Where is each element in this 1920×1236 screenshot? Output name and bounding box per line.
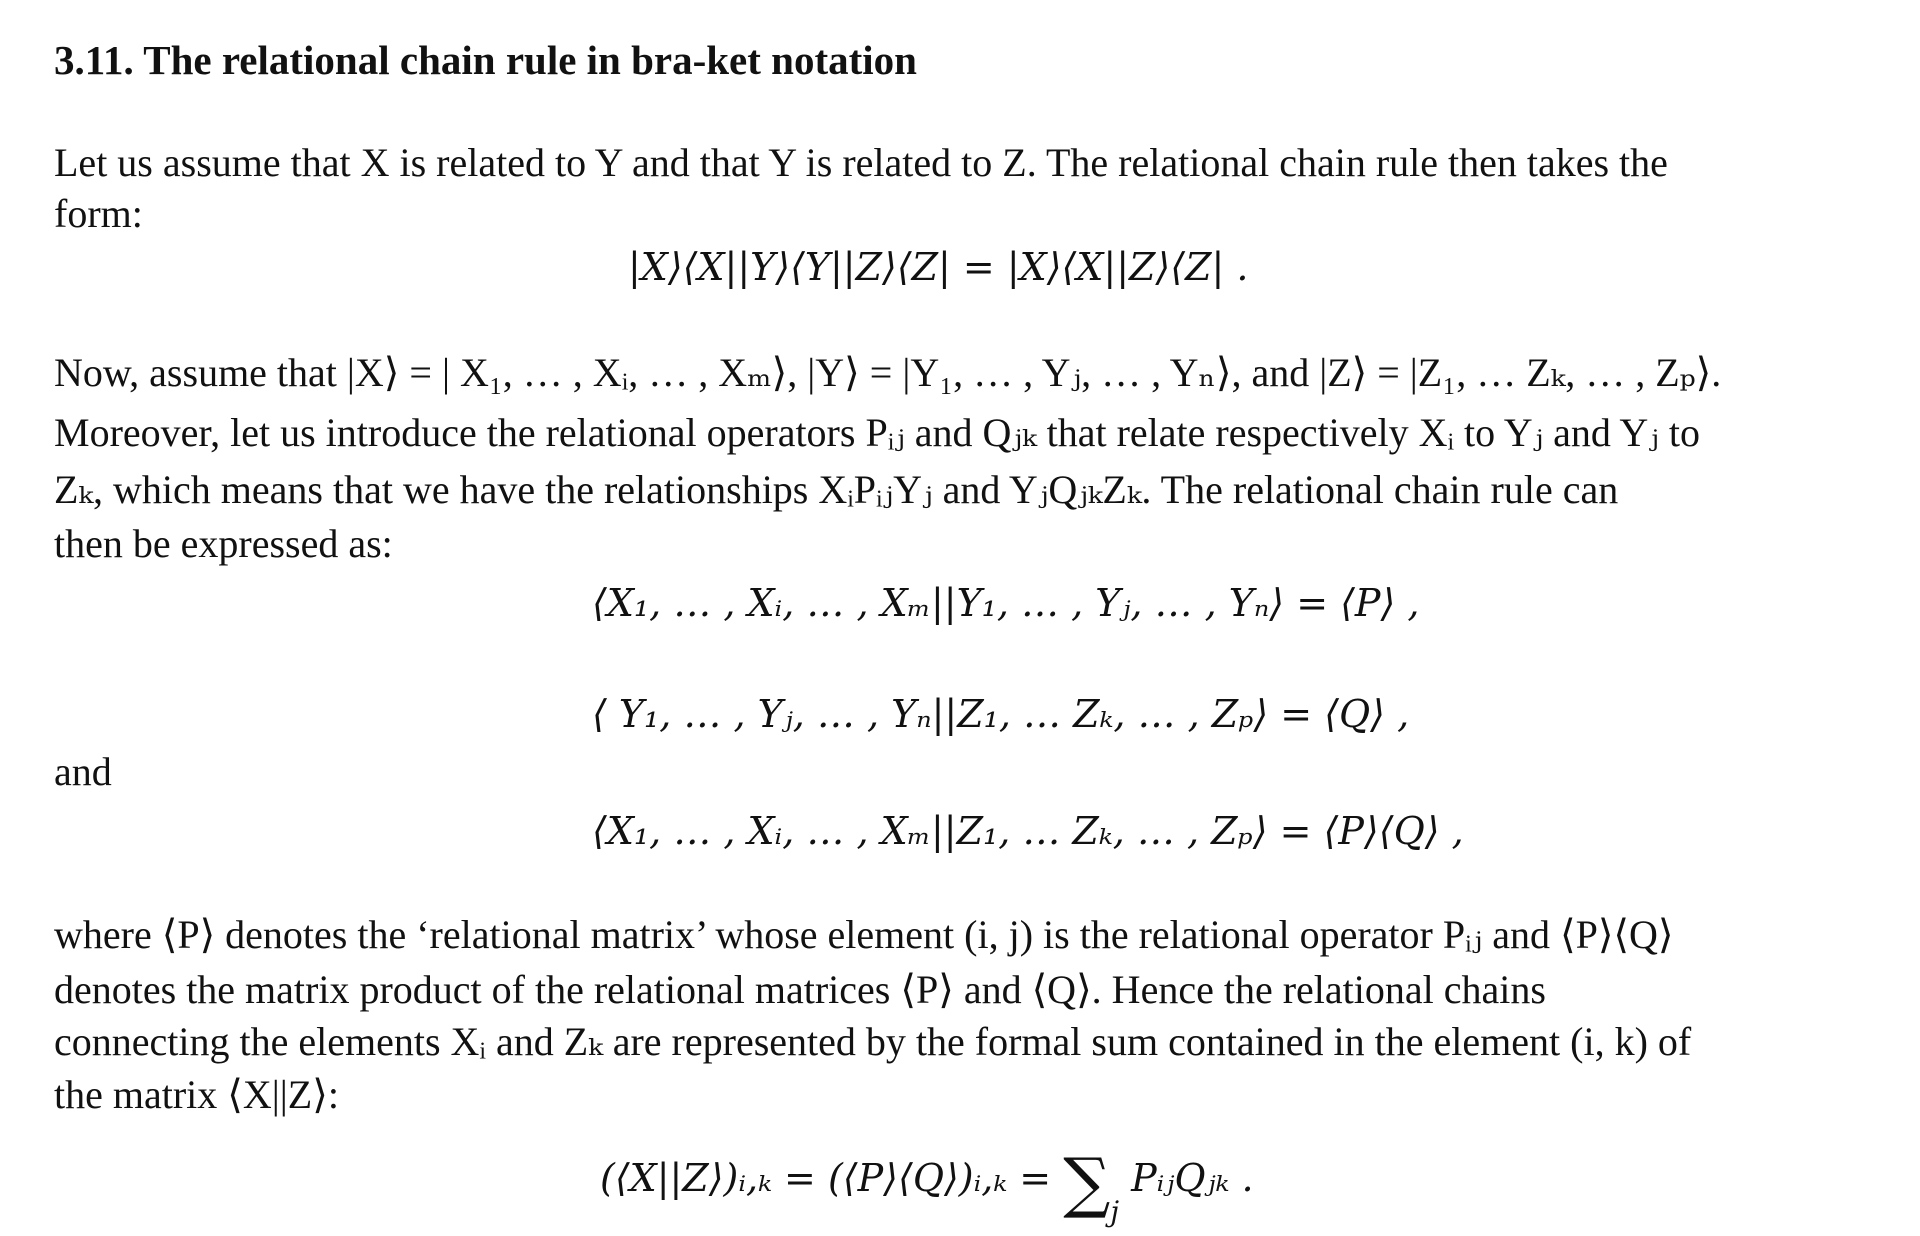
summation-index: j: [1110, 1195, 1120, 1228]
paragraph3-line3: connecting the elements Xᵢ and Zₖ are represented by the formal sum contained in the element (i, k) of: [54, 1019, 1692, 1064]
paragraph3-line2: denotes the matrix product of the relational matrices ⟨P⟩ and ⟨Q⟩. Hence the relational chains: [54, 967, 1546, 1012]
paragraph2-line1: Now, assume that |X⟩ = | X₁, … , Xᵢ, … , Xₘ⟩, |Y⟩ = |Y₁, … , Yⱼ, … , Yₙ⟩, and |Z⟩ = |Z₁, … Zₖ, … , Zₚ⟩.: [54, 350, 1722, 395]
equation-chain-rule: |X⟩⟨X||Y⟩⟨Y||Z⟩⟨Z| = |X⟩⟨X||Z⟩⟨Z| .: [628, 245, 1249, 289]
paragraph1-line1: Let us assume that X is related to Y and that Y is related to Z. The relational chain rule then takes the: [54, 140, 1668, 185]
section-heading: 3.11. The relational chain rule in bra-ket notation: [54, 37, 917, 83]
paragraph2-line3: Zₖ, which means that we have the relationships XᵢPᵢⱼYⱼ and YⱼQⱼₖZₖ. The relational chain rule can: [54, 467, 1619, 512]
equation-matrix-product: ⟨X₁, … , Xᵢ, … , Xₘ||Z₁, … Zₖ, … , Zₚ⟩ = ⟨P⟩⟨Q⟩ ,: [592, 809, 1464, 853]
formal-sum-lhs: (⟨X||Z⟩)ᵢ,ₖ = (⟨P⟩⟨Q⟩)ᵢ,ₖ =: [600, 1156, 1064, 1200]
equation-formal-sum: [600, 1144, 1254, 1228]
paragraph2-line4: then be expressed as:: [54, 521, 393, 566]
equation-relational-matrix-p: ⟨X₁, … , Xᵢ, … , Xₘ||Y₁, … , Yⱼ, … , Yₙ⟩ = ⟨P⟩ ,: [592, 581, 1420, 625]
formal-sum-rhs: PᵢⱼQⱼₖ .: [1119, 1156, 1254, 1200]
and-label: and: [54, 749, 112, 794]
equation-relational-matrix-q: ⟨ Y₁, … , Yⱼ, … , Yₙ||Z₁, … Zₖ, … , Zₚ⟩ = ⟨Q⟩ ,: [592, 692, 1410, 736]
paragraph2-line2: Moreover, let us introduce the relational operators Pᵢⱼ and Qⱼₖ that relate respectively Xᵢ to Yⱼ and Yⱼ to: [54, 410, 1700, 455]
paragraph3-line4: the matrix ⟨X||Z⟩:: [54, 1072, 339, 1117]
paragraph1-line2: form:: [54, 191, 143, 236]
summation-symbol: ∑: [1063, 1144, 1111, 1221]
paragraph3-line1: where ⟨P⟩ denotes the ‘relational matrix’ whose element (i, j) is the relational operator Pᵢⱼ and ⟨P⟩⟨Q⟩: [54, 912, 1674, 957]
